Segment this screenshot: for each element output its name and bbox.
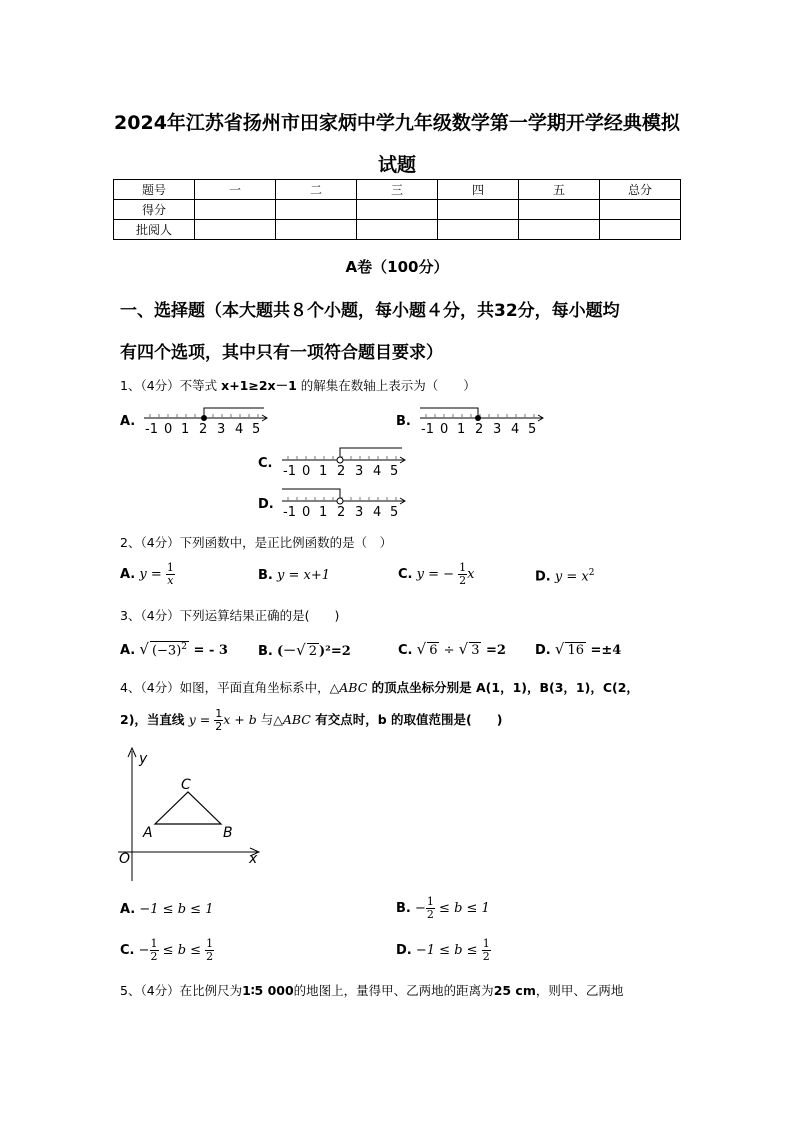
score-cell: 题号 — [114, 180, 195, 200]
axis-label: 0 — [440, 422, 449, 437]
math-text: ÷ — [439, 643, 459, 658]
axis-label: 0 — [302, 464, 311, 479]
axis-label: -1 — [283, 505, 296, 520]
axis-label: 4 — [373, 505, 382, 520]
option-letter: D. — [535, 643, 551, 658]
fraction — [166, 562, 175, 587]
fig-label-x: x — [249, 851, 258, 867]
score-cell: 一 — [195, 180, 276, 200]
number-line-d — [278, 486, 410, 520]
sqrt-symbol: √ — [416, 640, 427, 658]
option-d-label[interactable]: D. — [258, 497, 274, 512]
axis-label: 0 — [302, 505, 311, 520]
axis-label: 2 — [199, 422, 208, 437]
option-letter: C. — [120, 943, 135, 958]
score-table — [113, 179, 681, 240]
axis-label: 3 — [217, 422, 226, 437]
axis-label: 1 — [181, 422, 190, 437]
math-text: △ABC — [329, 680, 368, 695]
option-letter: D. — [396, 943, 412, 958]
fraction — [482, 938, 491, 963]
stem-text: 4、（4分）如图，平面直角坐标系中， — [120, 680, 330, 695]
q3-option-a[interactable] — [120, 640, 228, 658]
number-line-a — [140, 403, 272, 437]
math-text: x — [467, 567, 475, 582]
frac-den: 2 — [150, 950, 158, 963]
question-4-stem-line1 — [120, 678, 680, 696]
score-input-cell[interactable] — [357, 220, 438, 240]
option-letter: B. — [258, 568, 273, 583]
frac-den: 2 — [459, 574, 467, 587]
math-text: ≤ b ≤ 1 — [434, 901, 490, 916]
sqrt-symbol: √ — [296, 641, 306, 659]
q2-option-a[interactable] — [120, 562, 175, 587]
fig-label-y: y — [139, 751, 148, 767]
math-text: ≤ b ≤ — [158, 943, 206, 958]
frac-num: 1 — [150, 937, 158, 950]
option-b-label[interactable]: B. — [396, 414, 411, 429]
fig-label-origin: O — [119, 851, 131, 867]
question-3-stem: 3、（4分）下列运算结果正确的是( ) — [120, 608, 340, 623]
axis-label: 1 — [319, 505, 328, 520]
stem-text: 有交点时，b 的取值范围是( ) — [310, 712, 503, 727]
score-table-row — [114, 200, 681, 220]
axis-label: 4 — [235, 422, 244, 437]
q3-option-c[interactable] — [398, 640, 506, 658]
stem-bold: 1∶5 000 — [242, 983, 294, 998]
frac-den: 2 — [206, 950, 214, 963]
score-input-cell[interactable] — [438, 200, 519, 220]
score-row-label: 批阅人 — [114, 220, 195, 240]
fraction — [426, 896, 435, 921]
score-input-cell[interactable] — [438, 220, 519, 240]
axis-label: 4 — [511, 422, 520, 437]
option-letter: C. — [398, 643, 413, 658]
superscript: 2 — [588, 568, 595, 578]
option-letter: B. — [258, 644, 273, 659]
axis-label: 3 — [355, 505, 364, 520]
q3-option-d[interactable] — [535, 640, 621, 658]
axis-label: 5 — [528, 422, 537, 437]
axis-label: 2 — [337, 505, 346, 520]
score-input-cell[interactable] — [276, 200, 357, 220]
math-text: △ABC — [273, 712, 311, 727]
score-table-header-row — [114, 180, 681, 200]
q3-option-b[interactable] — [258, 640, 351, 659]
radicand — [150, 641, 189, 658]
stem-text: 的顶点坐标分别是 A(1，1)，B(3，1)，C(2， — [367, 680, 639, 695]
frac-num: 1 — [482, 937, 490, 950]
score-input-cell[interactable] — [519, 200, 600, 220]
q4-option-b[interactable] — [396, 896, 490, 921]
stem-inequality: x+1≥2x－1 — [221, 378, 297, 393]
math-text: y = − — [416, 567, 455, 582]
option-letter: A. — [120, 902, 136, 917]
question-5-stem — [120, 981, 680, 999]
fraction — [214, 708, 223, 733]
score-input-cell[interactable] — [600, 220, 681, 240]
score-cell: 二 — [276, 180, 357, 200]
q2-option-d[interactable] — [535, 568, 594, 584]
stem-text: 的地图上，量得甲、乙两地的距离为 — [293, 983, 494, 998]
axis-label: 4 — [373, 464, 382, 479]
frac-num: 1 — [166, 561, 174, 574]
radicand: 2 — [308, 644, 317, 659]
option-letter: A. — [120, 567, 136, 582]
frac-den: 2 — [426, 908, 434, 921]
sqrt-symbol: √ — [139, 640, 149, 658]
math-text: y = x — [554, 569, 589, 585]
page-title: 2024年江苏省扬州市田家炳中学九年级数学第一学期开学经典模拟 — [114, 112, 680, 134]
page-title-line2: 试题 — [377, 154, 416, 176]
option-letter: A. — [120, 643, 136, 658]
math-text: =2 — [481, 643, 506, 658]
question-4-stem-line2 — [120, 708, 680, 733]
axis-label: 5 — [252, 422, 261, 437]
option-letter: D. — [535, 569, 551, 585]
stem-text: ，则甲、乙两地 — [535, 983, 624, 998]
math-text: − — [138, 943, 150, 958]
math-text: − — [415, 901, 426, 916]
section-label: A卷（100分） — [345, 258, 449, 276]
frac-num: 1 — [426, 895, 434, 908]
stem-text: 1、（4分）不等式 — [120, 378, 222, 393]
math-text: y = — [188, 712, 211, 727]
stem-text: 与 — [256, 712, 274, 727]
axis-label: 2 — [337, 464, 346, 479]
fig-label-a: A — [143, 825, 153, 841]
math-text: y = x+1 — [277, 568, 330, 583]
score-input-cell[interactable] — [600, 200, 681, 220]
option-letter: B. — [396, 901, 411, 916]
q4-option-d[interactable] — [396, 938, 491, 963]
math-text: (－ — [277, 644, 297, 659]
score-input-cell[interactable] — [357, 200, 438, 220]
axis-label: 5 — [390, 464, 399, 479]
part-heading-line2: 有四个选项，其中只有一项符合题目要求） — [120, 343, 443, 363]
math-text: y = — [139, 567, 162, 582]
math-text: −1 ≤ b ≤ 1 — [139, 902, 214, 917]
axis-label: 5 — [390, 505, 399, 520]
fraction — [205, 938, 214, 963]
axis-label: 1 — [457, 422, 466, 437]
axis-label: -1 — [283, 464, 296, 479]
math-text: x + b — [223, 712, 257, 727]
number-line-c — [278, 445, 410, 479]
frac-num: 1 — [206, 937, 214, 950]
superscript: 2 — [181, 641, 187, 652]
score-cell: 总分 — [600, 180, 681, 200]
frac-den: x — [167, 574, 174, 587]
part-heading: 一、选择题（本大题共８个小题，每小题４分，共32分，每小题均 — [120, 301, 620, 321]
stem-text: 5、（4分）在比例尺为 — [120, 983, 243, 998]
q4-option-a[interactable] — [120, 902, 213, 917]
radicand-text: (−3) — [151, 643, 182, 658]
frac-den: 2 — [215, 720, 223, 733]
q2-option-c[interactable] — [398, 562, 475, 587]
axis-label: 3 — [493, 422, 502, 437]
axis-label: 1 — [319, 464, 328, 479]
fig-label-c: C — [181, 777, 191, 793]
q2-option-b[interactable] — [258, 568, 330, 583]
stem-text: 的解集在数轴上表示为（ ） — [296, 378, 476, 393]
score-cell: 四 — [438, 180, 519, 200]
stem-text: 2)，当直线 — [120, 712, 189, 727]
fig-label-b: B — [223, 825, 233, 841]
question-1-stem — [120, 376, 680, 394]
radicand: 16 — [567, 643, 584, 658]
sqrt-symbol: √ — [554, 640, 565, 658]
option-c-label[interactable]: C. — [258, 456, 273, 471]
frac-num: 1 — [459, 561, 467, 574]
axis-label: 0 — [164, 422, 173, 437]
score-input-cell[interactable] — [195, 200, 276, 220]
sqrt-symbol: √ — [458, 640, 469, 658]
radicand: 6 — [429, 643, 438, 658]
math-text: = - 3 — [189, 643, 228, 658]
radicand: 3 — [471, 643, 480, 658]
question-2-stem: 2、（4分）下列函数中，是正比例函数的是（ ） — [120, 535, 393, 550]
stem-bold: 25 cm — [493, 983, 536, 998]
math-text: )²=2 — [319, 644, 351, 659]
frac-num: 1 — [215, 707, 223, 720]
axis-label: -1 — [145, 422, 158, 437]
fraction — [458, 562, 467, 587]
fraction — [150, 938, 159, 963]
axis-label: -1 — [421, 422, 434, 437]
score-table-row — [114, 220, 681, 240]
option-a-label[interactable]: A. — [120, 414, 136, 429]
math-text: −1 ≤ b ≤ — [415, 943, 482, 958]
score-row-label: 得分 — [114, 200, 195, 220]
q4-option-c[interactable] — [120, 938, 214, 963]
score-cell: 三 — [357, 180, 438, 200]
score-input-cell[interactable] — [276, 220, 357, 240]
number-line-b — [416, 403, 548, 437]
axis-label: 2 — [475, 422, 484, 437]
axis-label: 3 — [355, 464, 364, 479]
score-input-cell[interactable] — [195, 220, 276, 240]
score-input-cell[interactable] — [519, 220, 600, 240]
option-letter: C. — [398, 567, 413, 582]
frac-den: 2 — [482, 950, 490, 963]
score-cell: 五 — [519, 180, 600, 200]
math-text: =±4 — [585, 643, 622, 658]
triangle-figure — [115, 745, 265, 885]
